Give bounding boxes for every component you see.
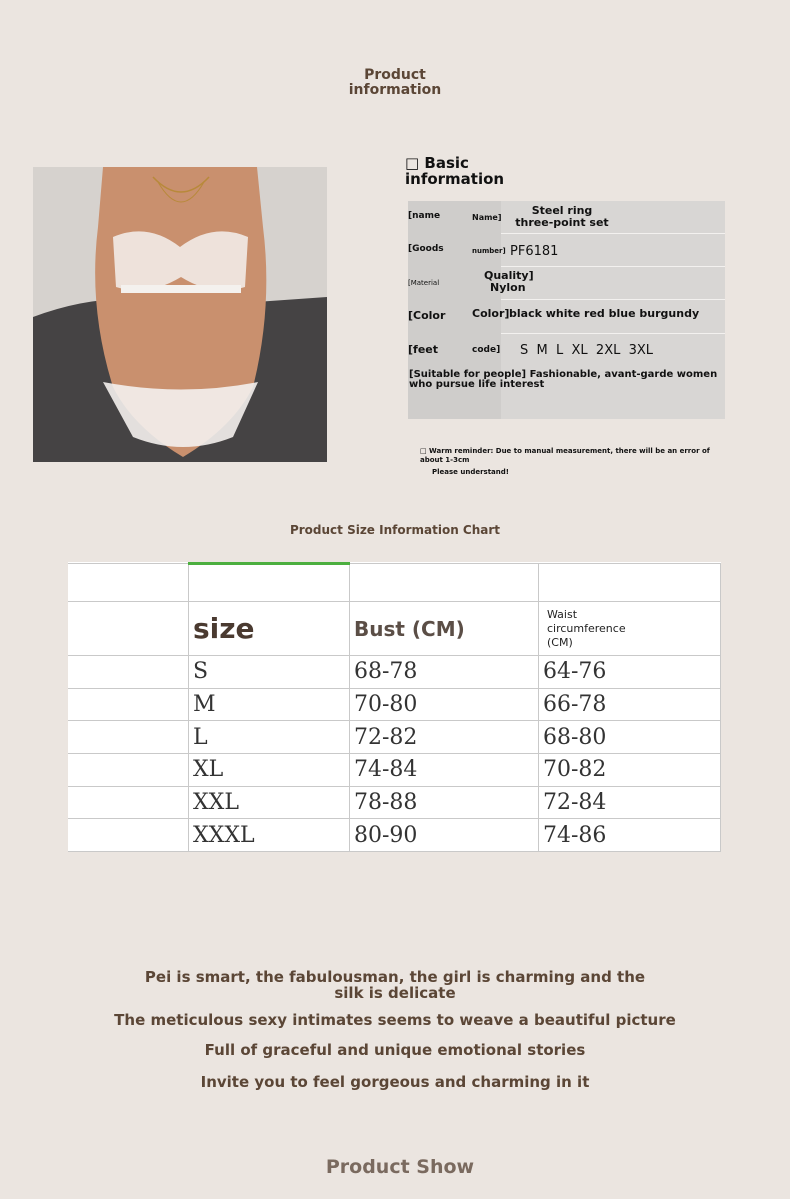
table-cell: 72-84 (539, 786, 721, 819)
row-value: Fashionable, avant-garde women who pursue life interest (409, 369, 718, 390)
warm-reminder: □ Warm reminder: Due to manual measurement, there will be an error of about 1-3cm (420, 447, 710, 464)
table-cell: 74-86 (539, 819, 721, 852)
basic-information-title: □ Basic information (405, 154, 505, 188)
row-label: [feet (408, 343, 438, 356)
row-label: [Material (408, 279, 440, 287)
table-cell: XL (189, 753, 350, 786)
table-cell: 70-80 (350, 688, 539, 721)
table-row (68, 656, 721, 689)
tagline: The meticulous sexy intimates seems to weave a beautiful picture (114, 1011, 676, 1029)
table-row (68, 721, 721, 754)
table-cell: 70-82 (539, 753, 721, 786)
tagline: Pei is smart, the fabulousman, the girl is charming and the silk is delicate (144, 968, 646, 1002)
info-row-size (408, 334, 725, 367)
table-row (68, 564, 721, 602)
row-value: black white red blue burgundy (509, 307, 700, 320)
info-row-name (408, 201, 725, 234)
tagline: Invite you to feel gorgeous and charming in it (200, 1073, 590, 1091)
row-label-2: code] (472, 345, 501, 355)
row-value: S M L XL 2XL 3XL (520, 343, 654, 358)
info-row-suitable (408, 367, 725, 419)
info-row-goods (408, 234, 725, 267)
size-chart-title: Product Size Information Chart (289, 523, 501, 537)
row-label: [name (408, 211, 441, 221)
table-cell: 72-82 (350, 721, 539, 754)
info-row-material (408, 267, 725, 300)
row-label-2: Name] (472, 213, 502, 222)
column-header: Waist circumference (CM) (539, 602, 721, 656)
table-row (68, 688, 721, 721)
row-value: Nylon (490, 281, 526, 294)
info-row-color (408, 300, 725, 334)
size-chart-table (68, 562, 721, 852)
row-label: [Color (408, 309, 446, 322)
table-row (68, 753, 721, 786)
warm-reminder-2: Please understand! (432, 468, 509, 476)
column-header: size (189, 602, 350, 656)
table-cell: 66-78 (539, 688, 721, 721)
product-information-title: Product information (348, 67, 442, 98)
table-cell: L (189, 721, 350, 754)
row-value: PF6181 (510, 244, 559, 259)
table-row (68, 819, 721, 852)
tagline: Full of graceful and unique emotional stories (204, 1041, 586, 1059)
table-cell: 80-90 (350, 819, 539, 852)
table-row (68, 786, 721, 819)
row-label-2: Quality] (484, 269, 534, 282)
row-value: Steel ring three-point set (515, 204, 609, 229)
row-label: [Goods (408, 244, 444, 254)
table-cell: XXXL (189, 819, 350, 852)
table-cell: M (189, 688, 350, 721)
row-label-2: number] (472, 247, 506, 255)
table-cell: 74-84 (350, 753, 539, 786)
table-cell: S (189, 656, 350, 689)
row-label-2: Color] (472, 307, 510, 320)
table-cell: 64-76 (539, 656, 721, 689)
table-header-row (68, 602, 721, 656)
basic-info-table (408, 201, 725, 419)
row-label: [Suitable for people] (409, 369, 527, 380)
model-illustration (33, 167, 327, 462)
column-header: Bust (CM) (350, 602, 539, 656)
table-cell: 68-80 (539, 721, 721, 754)
product-photo (33, 167, 327, 462)
table-cell: 68-78 (350, 656, 539, 689)
table-cell: 78-88 (350, 786, 539, 819)
product-show-title: Product Show (325, 1156, 475, 1178)
table-cell: XXL (189, 786, 350, 819)
